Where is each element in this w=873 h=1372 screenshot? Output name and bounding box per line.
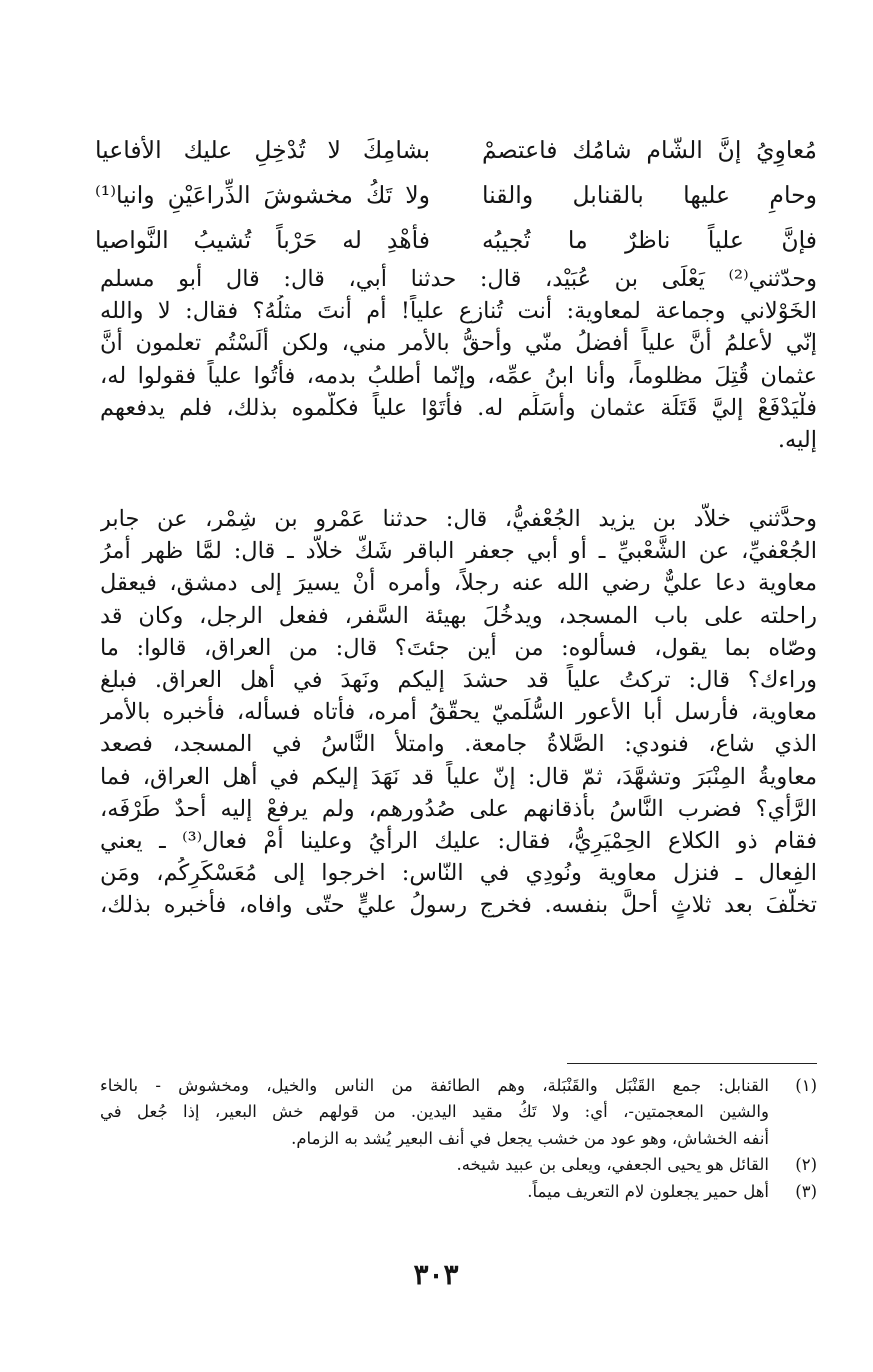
text-line: إليه. bbox=[777, 426, 817, 453]
footnote-separator bbox=[567, 1063, 817, 1064]
text-line: إنّي لأعلمُ أنَّ علياً أفضلُ منّي وأحقُّ بالأمر مني، ولكن أَلَسْتُم تعلمون أنَّ bbox=[100, 330, 817, 357]
text-line: وصّاه بما يقول، فسألوه: من أين جئتَ؟ قال: من العراق، قالوا: ما bbox=[100, 634, 817, 661]
text-line: معاوية دعا عليٌّ رضي الله عنه رجلاً، وأمره أنْ يسيرَ إلى دمشق، فيعقل bbox=[100, 570, 817, 597]
footnote-body bbox=[100, 1073, 769, 1152]
page-number: ٣٠٣ bbox=[413, 1258, 459, 1291]
text-line: الرَّأي؟ فضرب النَّاسُ بأذقانهم على صُدُورهم، ولم يرفعْ إليه أحدٌ طَرْفَه، bbox=[100, 795, 817, 822]
footnote-line: القائل هو يحيى الجعفي، ويعلى بن عبيد شيخه. bbox=[456, 1155, 769, 1175]
footnotes bbox=[100, 1073, 817, 1205]
text-line: فلْيَدْفَعْ إليَّ قَتَلَة عثمان وأسَلِّم له. فأتَوْا علياً فكلّموه بذلك، فلم يدفعهم bbox=[100, 394, 817, 421]
text-line: الخَوْلاني وجماعة لمعاوية: أنت تُنازع علياً! أم أنتَ مثلُهُ؟ فقال: لا والله bbox=[100, 298, 817, 325]
text-line: راحلته على باب المسجد، ويدخُلَ بهيئة السَّفر، ففعل الرجل، وكان قد bbox=[100, 602, 817, 629]
footnote-2 bbox=[100, 1152, 817, 1178]
text-line: تخلَّفَ بعد ثلاثٍ أحلَّ بنفسه. فخرج رسولُ عليٍّ حتّى وافاه، فأخبره بذلك، bbox=[100, 892, 817, 919]
footnote-number: (٣) bbox=[795, 1181, 817, 1201]
text-line: وحدَّثني خلاّد بن يزيد الجُعْفيُّ، قال: حدثنا عَمْرو بن شِمْر، عن جابر bbox=[100, 506, 817, 532]
poem-verse bbox=[95, 218, 817, 263]
footnote-line: والشين المعجمتين-، أي: ولا تَكُ مقيد اليدين. من قولهم خش البعير، إذا جُعل في bbox=[100, 1102, 769, 1122]
footnote-line: أهل حمير يجعلون لام التعريف ميماً. bbox=[527, 1181, 769, 1201]
verse-first-hemistich: وحامِ عليها بالقنابل والقنا bbox=[482, 181, 817, 209]
footnote-number: (١) bbox=[795, 1076, 817, 1095]
verse-second-hemistich: بشامِكَ لا تُدْخِلِ عليك الأفاعيا bbox=[95, 136, 430, 164]
text-line: معاوية، فأرسل أبا الأعور السُّلَميّ يحقّقُ أمره، فأتاه فسأله، فأخبره بالأمر bbox=[100, 699, 817, 726]
footnote-number: (٢) bbox=[795, 1155, 817, 1175]
text-line: عثمان قُتِلَ مظلوماً، وأنا ابنُ عمِّه، وإنّما أطلبُ بدمه، فأتُوا علياً فقولوا له، bbox=[100, 362, 817, 389]
verse-first-hemistich: فإنَّ علياً ناظرٌ ما تُجيبُه bbox=[482, 226, 817, 254]
footnote-3 bbox=[100, 1179, 817, 1205]
text-line: الفِعال ـ فنزل معاوية ونُودِي في النّاس: اخرجوا إلى مُعَسْكَرِكُم، ومَن bbox=[100, 860, 817, 887]
poem-block bbox=[95, 128, 817, 263]
footnote-body bbox=[100, 1152, 769, 1178]
text-line: وراءك؟ قال: تركتُ علياً قد حشدَ إليكم ونَهدَ في أهل العراق. فبلغ bbox=[100, 666, 817, 693]
footnote-body bbox=[100, 1179, 769, 1205]
footnote-1 bbox=[100, 1073, 817, 1152]
text-line: معاويةُ المِنْبَرَ وتشهَّدَ، ثمّ قال: إنّ علياً قد نَهَدَ إليكم في أهل العراق، فما bbox=[100, 763, 817, 790]
verse-first-hemistich: مُعاوِيُ إنَّ الشّام شامُك فاعتصمْ bbox=[482, 136, 817, 164]
paragraph-abu-muslim bbox=[100, 263, 817, 456]
footnote-line: أنفه الخشاش، وهو عود من خشب يجعل في أنف البعير يُشد به الزمام. bbox=[291, 1128, 769, 1148]
text-line: فقام ذو الكلاع الحِمْيَرِيُّ، فقال: عليك الرأيُ وعلينا أمْ فعال⁽³⁾ ـ يعني bbox=[100, 827, 817, 854]
verse-second-hemistich: ولا تَكُ مخشوشَ الذِّراعَيْنِ وانيا⁽¹⁾ bbox=[95, 181, 430, 209]
footnote-line: القنابل: جمع القَنْبَل والقَنْبَلة، وهم الطائفة من الناس والخيل، ومخشوش - بالخاء bbox=[100, 1076, 769, 1095]
text-line: الذي شاع، فنودي: الصَّلاةُ جامعة. وامتلأ النَّاسُ في المسجد، فصعد bbox=[100, 731, 817, 758]
poem-verse bbox=[95, 128, 817, 173]
verse-second-hemistich: فأهْدِ له حَرْباً تُشيبُ النَّواصيا bbox=[95, 226, 430, 254]
text-line: وحدّثني⁽²⁾ يَعْلَى بن عُبَيْد، قال: حدثنا أبي، قال: قال أبو مسلم bbox=[100, 266, 817, 292]
text-line: الجُعْفيِّ، عن الشَّعْبيِّ ـ أو أبي جعفر الباقر شَكَّ خلاّد ـ قال: لمَّا ظهر أمرُ bbox=[100, 538, 817, 565]
poem-verse bbox=[95, 173, 817, 218]
paragraph-khallad bbox=[100, 503, 817, 921]
